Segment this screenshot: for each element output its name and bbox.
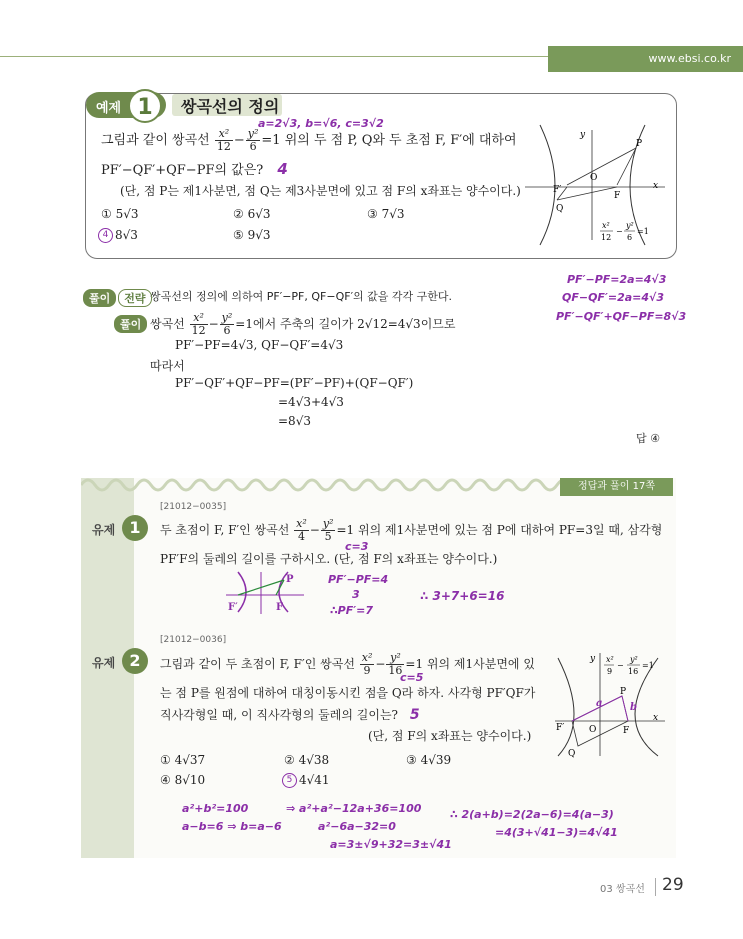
solution-line-6: =8√3 [278,414,311,428]
solution-line-2: PF′−PF=4√3, QF−QF′=4√3 [175,338,344,352]
svg-text:F′: F′ [556,723,565,733]
problem-1-hw-4: ∴ 3+7+6=16 [420,589,505,603]
svg-text:−: − [616,227,623,236]
svg-text:Q: Q [568,749,576,758]
problem-2-hw-l2: a−b=6 ⇒ b=a−6 [182,820,282,833]
example-hyperbola-graph [520,120,670,250]
svg-text:y: y [590,654,596,664]
graph-y-label: y [580,130,586,140]
p2-choice-4[interactable]: ④ 8√10 [160,773,206,787]
site-url[interactable]: www.ebsi.co.kr [548,46,743,72]
answer-page-tab[interactable]: 정답과 풀이 17쪽 [560,478,673,496]
fraction-x: $\frac{\text{x²}}{12}$ [216,127,231,153]
handwritten-solution-2: QF−QF′=2a=4√3 [562,291,665,304]
example-question-line1: 그림과 같이 쌍곡선 $\frac{\text{x²}}{12}$ − $\frac{\text{y²}}{6}$ =1 위의 두 점 P, Q와 두 초점 F, F′에 대하여 [101,127,517,153]
svg-text:x²: x² [602,221,610,230]
problem-2-hw-m1: ⇒ a²+a²−12a+36=100 [286,802,422,815]
svg-text:F: F [276,602,284,613]
svg-text:O: O [589,725,597,735]
graph-focus-f-prime: F′ [553,185,562,195]
solution-line-5: =4√3+4√3 [278,395,344,409]
tag-solution: 풀이 [83,289,116,307]
svg-text:9: 9 [607,667,613,676]
choice-1[interactable]: ① 5√3 [101,207,139,221]
choice-5[interactable]: ⑤ 9√3 [233,228,271,242]
question-rest: =1 위의 두 점 P, Q와 두 초점 F, F′에 대하여 [261,133,517,148]
svg-text:a: a [596,698,603,709]
problem-1-hw-3: ∴PF′=7 [330,604,374,617]
problem-1-line-2: PF′F의 둘레의 길이를 구하시오. (단, 점 F의 x좌표는 양수이다.) [160,552,498,566]
solution-line-3: 따라서 [150,359,185,373]
p2-choice-5[interactable]: 5 4√41 [282,773,330,788]
solution-line-4: PF′−QF′+QF−PF=(PF′−PF)+(QF−QF′) [175,376,414,390]
handwritten-solution-1: PF′−PF=2a=4√3 [567,273,667,286]
svg-text:=1: =1 [637,227,649,236]
header-rule [0,56,560,57]
graph-origin: O [590,173,598,183]
problem-1-label: 유제 [92,523,116,537]
svg-text:12: 12 [601,233,612,242]
question-intro: 그림과 같이 쌍곡선 [101,133,210,148]
svg-text:F′: F′ [228,602,238,613]
svg-text:6: 6 [627,233,633,242]
problem-1-line-1: 두 초점이 F, F′인 쌍곡선 $\frac{\text{x²}}{4}$ − $\frac{\text{y²}}{5}$ =1 위의 제1사분면에 있는 점 P에 대하여 PF=3일 때, 삼각형 [160,517,663,543]
handwritten-solution-3: PF′−QF′+QF−PF=8√3 [556,310,687,323]
svg-text:16: 16 [628,667,639,676]
problem-1-hw-1: PF′−PF=4 [328,573,389,586]
svg-text:F: F [623,726,630,736]
p2-choice-5-circle: 5 [282,773,297,788]
svg-text:P: P [620,687,627,697]
example-number: 1 [128,89,162,123]
fraction-y: $\frac{\text{y²}}{6}$ [247,127,259,153]
choice-3[interactable]: ③ 7√3 [367,207,405,221]
problem-1-hw-2: 3 [352,588,360,601]
problem-2-number: 2 [122,648,148,674]
handwritten-answer: 4 [277,160,288,178]
problem-2-line-3: 직사각형일 때, 이 직사각형의 둘레의 길이는? 5 [160,707,420,723]
solution-line-1: 쌍곡선 $\frac{\text{x²}}{12}$ − $\frac{\text{y²}}{6}$ =1에서 주축의 길이가 2√12=4√3이므로 [150,311,456,337]
graph-focus-f: F [614,191,621,201]
tag-strategy: 전략 [118,289,151,307]
solution-answer: 답 ④ [636,432,660,445]
svg-text:−: − [617,661,624,670]
problem-1-sketch [226,570,306,615]
example-question-line2 [101,159,288,178]
handwritten-note: a=2√3, b=√6, c=3√2 [258,117,384,130]
graph-point-q: Q [556,204,564,214]
chapter-label: 03 쌍곡선 [600,884,645,895]
choice-4[interactable]: 4 8√3 [98,228,138,243]
problem-2-line-2: 는 점 P를 원점에 대하여 대칭이동시킨 점을 Q라 하자. 사각형 PF′QF가 [160,686,536,700]
problem-2-hw-m3: a=3±√9+32=3±√41 [330,838,452,851]
p2-choice-2[interactable]: ② 4√38 [284,753,330,767]
example-condition: (단, 점 P는 제1사분면, 점 Q는 제3사분면에 있고 점 F의 x좌표는 양수이다.) [120,184,521,198]
svg-text:x²: x² [606,655,614,664]
question-expression: PF′−QF′+QF−PF의 값은? [101,163,264,178]
problem-2-line-1: 그림과 같이 두 초점이 F, F′인 쌍곡선 $\frac{\text{x²}}{9}$ − $\frac{\text{y²}}{16}$ =1 위의 제1사분면에 있 [160,651,535,677]
problem-2-hw-c: c=5 [400,671,424,684]
graph-x-label: x [653,181,659,191]
problem-2-hw-m2: a²−6a−32=0 [318,820,396,833]
page-number: 29 [662,875,684,895]
footer-separator [655,878,656,896]
p2-choice-1[interactable]: ① 4√37 [160,753,206,767]
svg-text:y²: y² [626,221,634,230]
solution-tag: 풀이 [114,313,147,333]
problem-2-hyperbola-graph [550,648,670,758]
choice-4-circle: 4 [98,228,113,243]
solution-strategy-tags [83,287,152,307]
problem-1-number: 1 [122,515,148,541]
problem-2-hw-r1: ∴ 2(a+b)=2(2a−6)=4(a−3) [450,808,614,821]
graph-point-p: P [636,139,643,149]
problem-2-label: 유제 [92,656,116,670]
svg-text:b: b [630,702,637,713]
solution-strategy: 쌍곡선의 정의에 의하여 PF′−PF, QF−QF′의 값을 각각 구한다. [150,290,453,303]
svg-text:P: P [286,574,294,585]
problem-2-condition: (단, 점 F의 x좌표는 양수이다.) [368,729,532,743]
problem-1-hw-c: c=3 [345,540,369,553]
problem-2-code: [21012−0036] [160,635,227,645]
example-title: 쌍곡선의 정의 [181,97,280,116]
problem-1-code: [21012−0035] [160,502,227,512]
choice-2[interactable]: ② 6√3 [233,207,271,221]
svg-text:=1: =1 [642,661,654,670]
svg-text:x: x [653,713,659,723]
problem-2-hw-r2: =4(3+√41−3)=4√41 [495,826,618,839]
problem-2-hw-l1: a²+b²=100 [182,802,249,815]
example-badge-label: 예제 [96,101,122,116]
p2-choice-3[interactable]: ③ 4√39 [406,753,452,767]
svg-text:y²: y² [630,655,638,664]
